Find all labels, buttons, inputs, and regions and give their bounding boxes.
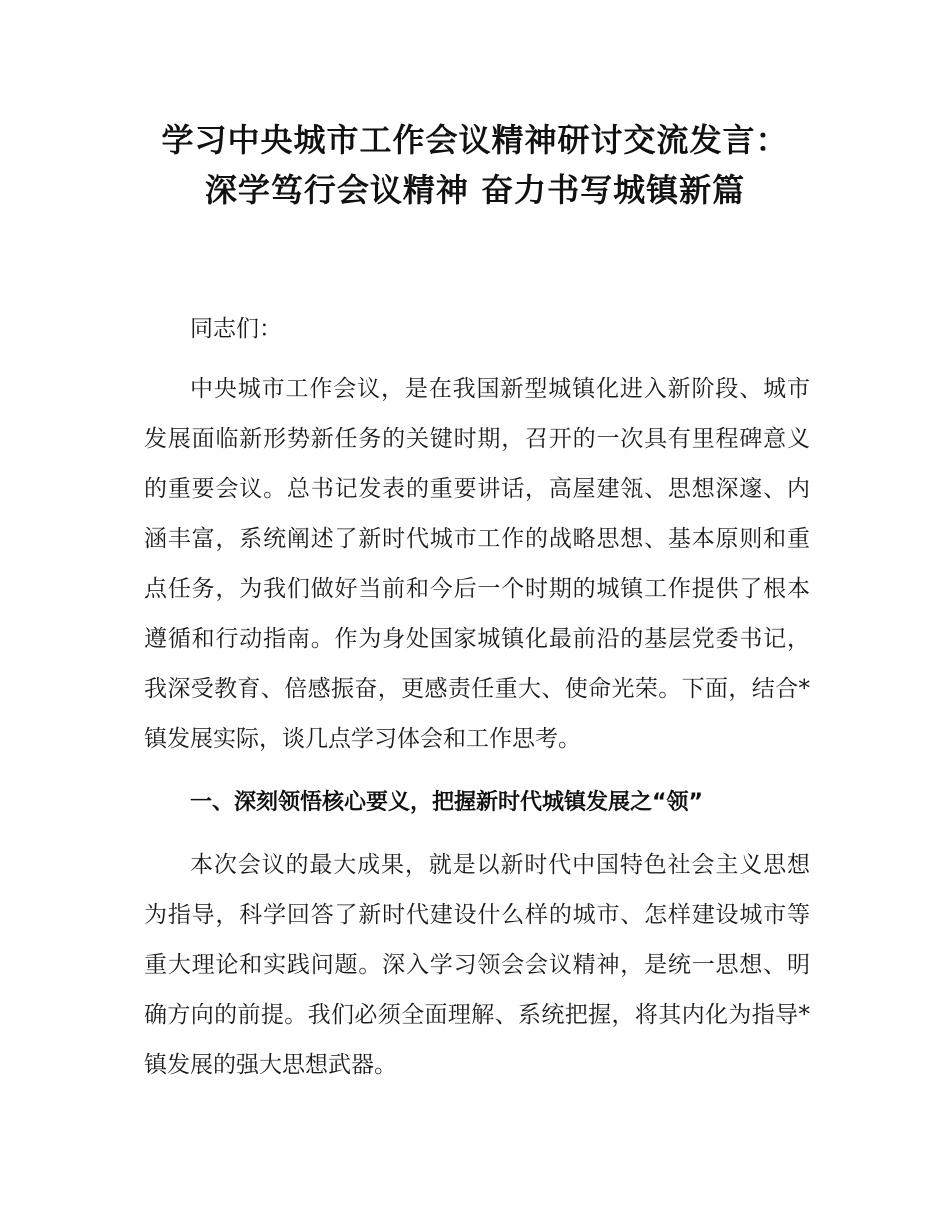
section-heading-1: 一、深刻领悟核心要义，把握新时代城镇发展之“领” xyxy=(190,790,703,815)
document-title-line-1: 学习中央城市工作会议精神研讨交流发言： xyxy=(161,121,789,159)
salutation: 同志们： xyxy=(190,316,282,342)
paragraph-section-1: 本次会议的最大成果，就是以新时代中国特色社会主义思想为指导，科学回答了新时代建设什么样的城市、怎样建设城市等重大理论和实践问题。深入学习领会会议精神，是统一思想、明确方向的前提。我们必须全面理解、系统把握，将其内化为指导*镇发展的强大思想武器。 xyxy=(144,852,810,1078)
document-title-line-2: 深学笃行会议精神 奋力书写城镇新篇 xyxy=(204,171,746,209)
paragraph-intro: 中央城市工作会议，是在我国新型城镇化进入新阶段、城市发展面临新形势新任务的关键时期，召开的一次具有里程碑意义的重要会议。总书记发表的重要讲话，高屋建瓴、思想深邃、内涵丰富，系统阐述了新时代城市工作的战略思想、基本原则和重点任务，为我们做好当前和今后一个时期的城镇工作提供了根本遵循和行动指南。作为身处国家城镇化最前沿的基层党委书记，我深受教育、倍感振奋，更感责任重大、使命光荣。下面，结合*镇发展实际，谈几点学习体会和工作思考。 xyxy=(144,376,810,752)
